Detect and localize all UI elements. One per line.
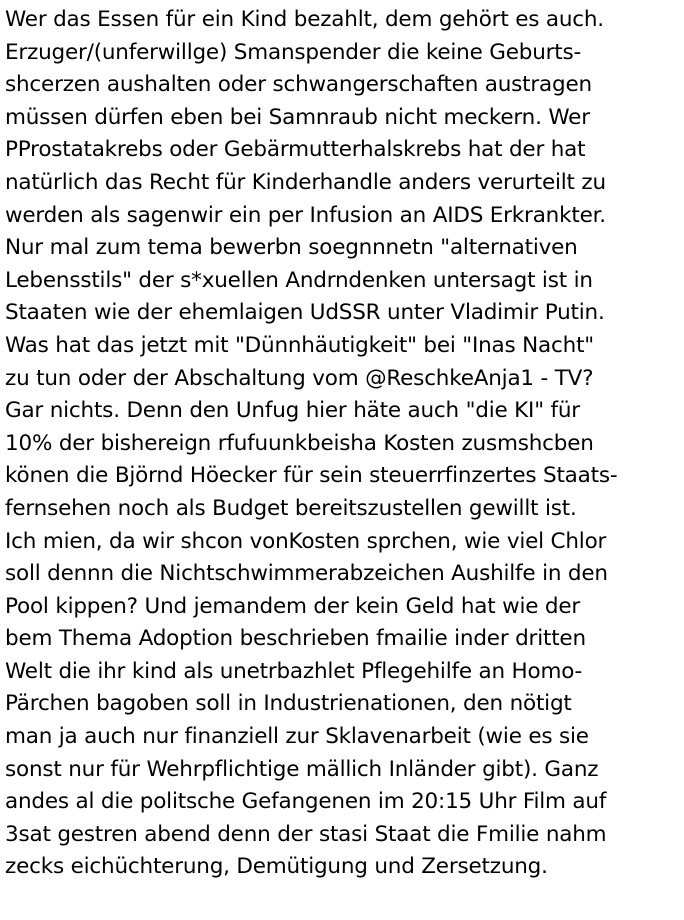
- text-line-21: Welt die ihr kind als unetrbazhlet Pflegehilfe an Homo-: [5, 658, 583, 684]
- text-line-14: 10% der bishereign rfufuunkbeisha Kosten zusmshcben: [5, 430, 594, 456]
- text-line-26: 3sat gestren abend denn der stasi Staat die Fmilie nahm: [5, 821, 607, 847]
- text-line-5: PProstatakrebs oder Gebärmutterhalskrebs hat der hat: [5, 137, 586, 163]
- text-line-4: müssen dürfen eben bei Samnraub nicht meckern. Wer: [5, 104, 590, 130]
- text-line-24: sonst nur für Wehrpflichtige mällich Inländer gibt). Ganz: [5, 756, 599, 782]
- text-line-2: Erzuger/(unferwillge) Smanspender die keine Geburts-: [5, 39, 582, 65]
- text-line-9: Lebensstils" der s*xuellen Andrndenken untersagt ist in: [5, 267, 593, 293]
- text-line-25: andes al die politsche Gefangenen im 20:15 Uhr Film auf: [5, 789, 607, 815]
- text-line-18: soll dennn die Nichtschwimmerabzeichen Aushilfe in den: [5, 561, 608, 587]
- text-line-20: bem Thema Adoption beschrieben fmailie inder dritten: [5, 626, 586, 652]
- text-line-15: könen die Björnd Höecker für sein steuerrfinzertes Staats-: [5, 463, 618, 489]
- text-line-8: Nur mal zum tema bewerbn soegnnnetn "alternativen: [5, 235, 578, 261]
- text-line-27: zecks eichüchterung, Demütigung und Zersetzung.: [5, 854, 548, 880]
- text-line-10: Staaten wie der ehemlaigen UdSSR unter Vladimir Putin.: [5, 300, 605, 326]
- text-line-16: fernsehen noch als Budget bereitszustellen gewillt ist.: [5, 495, 577, 521]
- text-line-12: zu tun oder der Abschaltung vom @ReschkeAnja1 - TV?: [5, 365, 594, 391]
- text-line-13: Gar nichts. Denn den Unfug hier häte auch "die KI" für: [5, 398, 580, 424]
- document-text: [5, 4, 683, 884]
- text-line-17: Ich mien, da wir shcon vonKosten sprchen, wie viel Chlor: [5, 528, 607, 554]
- text-line-1: Wer das Essen für ein Kind bezahlt, dem gehört es auch.: [5, 7, 604, 32]
- text-line-3: shcerzen aushalten oder schwangerschaften austragen: [5, 72, 592, 98]
- text-line-6: natürlich das Recht für Kinderhandle anders verurteilt zu: [5, 169, 606, 195]
- text-line-7: werden als sagenwir ein per Infusion an AIDS Erkrankter.: [5, 202, 606, 228]
- text-line-11: Was hat das jetzt mit "Dünnhäutigkeit" bei "Inas Nacht": [5, 332, 594, 358]
- text-line-22: Pärchen bagoben soll in Industrienationen, den nötigt: [5, 691, 572, 717]
- text-line-23: man ja auch nur finanziell zur Sklavenarbeit (wie es sie: [5, 724, 589, 750]
- text-line-19: Pool kippen? Und jemandem der kein Geld hat wie der: [5, 593, 581, 619]
